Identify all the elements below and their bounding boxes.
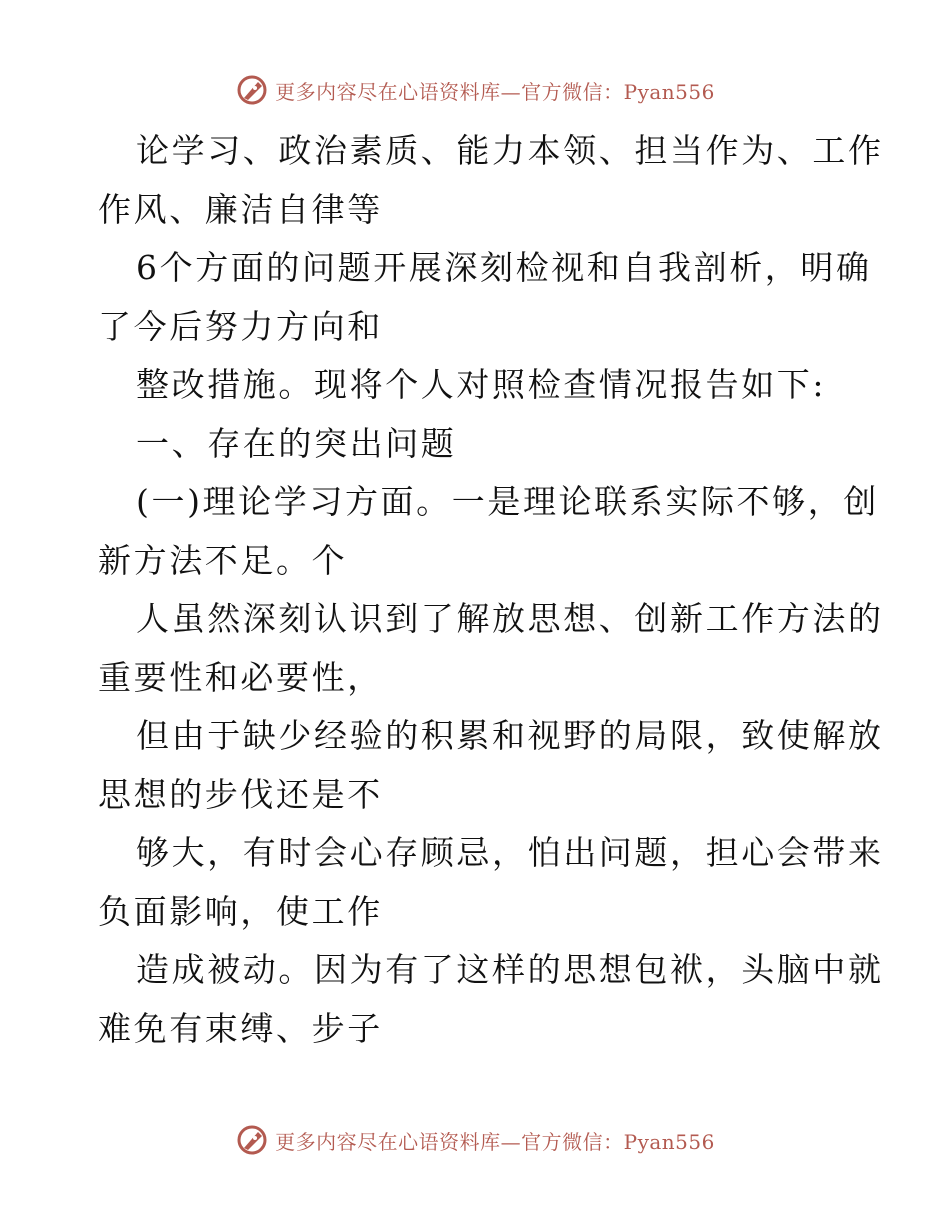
body-line: 但由于缺少经验的积累和视野的局限，致使解放 [136, 716, 884, 755]
body-line: 难免有束缚、步子 [98, 1008, 383, 1048]
body-line: 负面影响，使工作 [98, 891, 383, 931]
body-line: 造成被动。因为有了这样的思想包袱，头脑中就 [136, 950, 884, 989]
footer-banner-text: 更多内容尽在心语资料库—官方微信：Pyan556 [275, 1129, 715, 1154]
body-line: 重要性和必要性， [98, 657, 383, 697]
header-banner-text: 更多内容尽在心语资料库—官方微信：Pyan556 [275, 79, 715, 104]
document-body [98, 122, 884, 1058]
section-heading: 一、存在的突出问题 [136, 423, 457, 463]
body-line: (一)理论学习方面。一是理论联系实际不够，创 [136, 482, 879, 521]
header-banner [0, 70, 950, 110]
body-line: 了今后努力方向和 [98, 306, 383, 346]
body-line: 够大，有时会心存顾忌，怕出问题，担心会带来 [136, 833, 884, 872]
body-line: 6个方面的问题开展深刻检视和自我剖析，明确 [136, 248, 872, 287]
body-line: 作风、廉洁自律等 [98, 189, 383, 229]
pen-nib-logo-icon [235, 1123, 269, 1157]
body-line: 新方法不足。个 [98, 540, 348, 580]
body-line: 整改措施。现将个人对照检查情况报告如下: [136, 365, 827, 404]
body-line: 人虽然深刻认识到了解放思想、创新工作方法的 [136, 599, 884, 638]
body-line: 思想的步伐还是不 [98, 774, 383, 814]
pen-nib-logo-icon [235, 73, 269, 107]
footer-banner [0, 1120, 950, 1160]
body-line: 论学习、政治素质、能力本领、担当作为、工作 [136, 131, 884, 170]
